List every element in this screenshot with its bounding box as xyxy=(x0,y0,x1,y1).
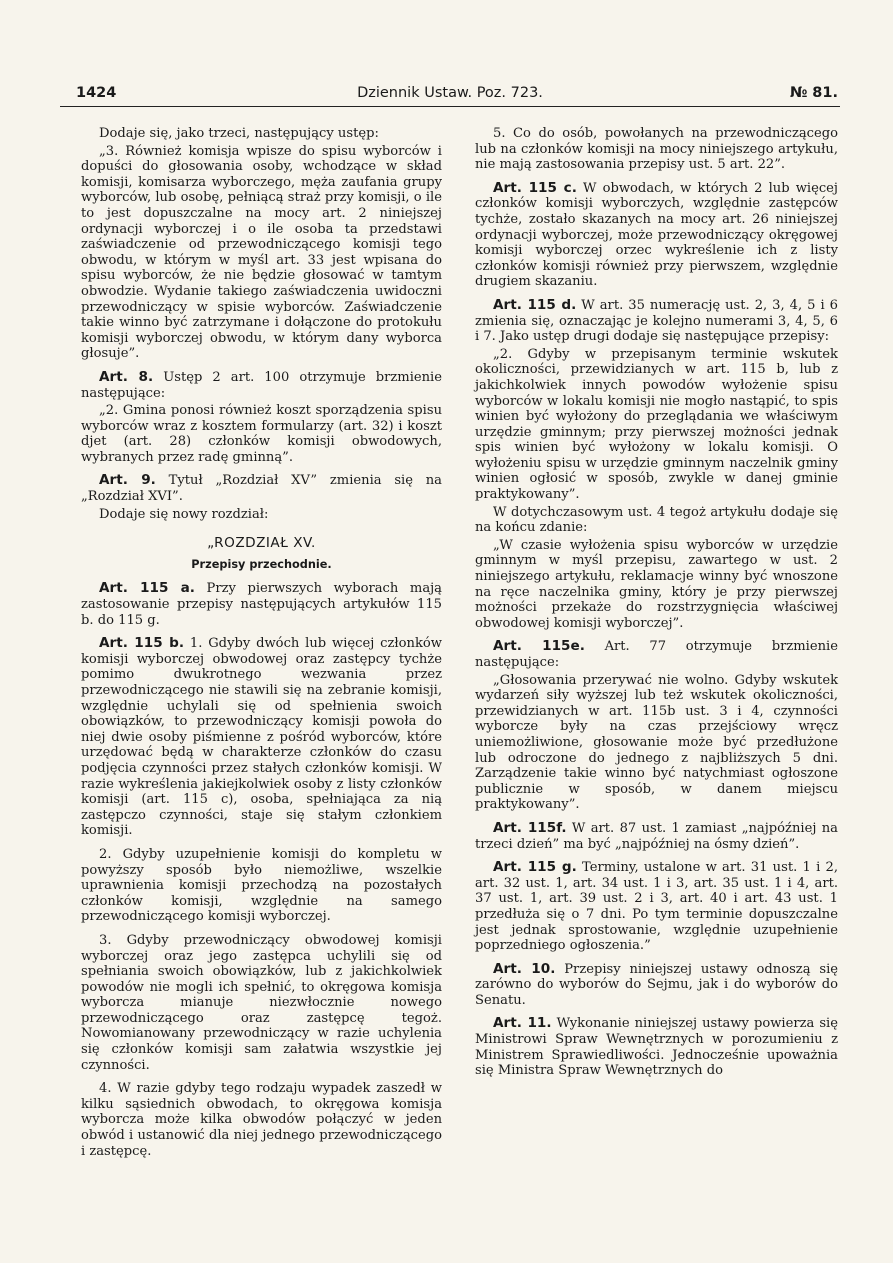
page-number: 1424 xyxy=(76,85,117,101)
article-text: Ustęp 2 art. 100 otrzymuje brzmienie następujące: xyxy=(81,369,442,401)
article-label: Art. 11. xyxy=(493,1015,552,1032)
article-text: Art. 77 otrzymuje brzmienie następujące: xyxy=(475,639,838,670)
article-text: Przy pierwszych wyborach mają zastosowanie przepisy następujących artykułów 115 b. do 115 g. xyxy=(81,581,442,628)
paragraph: 5. Co do osób, powołanych na przewodniczącego lub na członków komisji na mocy niniejszego artykułu, nie mają zastosowania przepisy ust. 5 art. 22”. xyxy=(475,126,838,173)
article-label: Art. 115 b. xyxy=(99,635,185,652)
article-label: Art. 115e. xyxy=(493,638,585,655)
paragraph: Dodaje się, jako trzeci, następujący ustęp: xyxy=(99,126,379,141)
paragraph: 2. Gdyby uzupełnienie komisji do kompletu w powyższy sposób było niemożliwe, wszelkie uprawnienia komisji przechodzą na pozostałych członków komisji, względnie na samego przewodniczącego komisji wyborczej. xyxy=(81,846,442,925)
article-9 xyxy=(81,473,442,504)
quoted-paragraph: „Głosowania przerywać nie wolno. Gdyby wskutek wydarzeń siły wyższej lub też wskutek okoliczności, przewidzianych w art. 115b ust. 3 i 4, czynności wyborcze były na czas przejściowy wręcz uniemożliwione, głosowanie może być przedłużone lub odroczone do jednego z najbliższych 5 dni. Zarządzenie takie winno być natychmiast ogłoszone publicznie w sposób, w danem miejscu praktykowany”. xyxy=(475,672,838,813)
article-label: Art. 115 d. xyxy=(493,296,577,313)
article-115a xyxy=(81,581,442,628)
article-label: Art. 10. xyxy=(493,960,556,977)
article-text: Terminy, ustalone w art. 31 ust. 1 i 2, art. 32 ust. 1, art. 34 ust. 1 i 3, art. 35 ust. 1 i 4, art. 37 ust. 1, art. 39 ust. 2 i 3, art. 40 i art. 43 ust. 1 przedłuża się o 7 dni. Po tym terminie dopuszczalne jest jednak sprostowanie, względnie uzupełnienie poprzedniego ogłoszenia.” xyxy=(475,860,839,954)
article-8 xyxy=(81,370,442,401)
article-10 xyxy=(475,962,838,1009)
journal-title: Dziennik Ustaw. Poz. 723. xyxy=(357,85,543,101)
article-115g xyxy=(475,860,838,954)
article-label: Art. 115 a. xyxy=(99,580,195,597)
article-label: Art. 115 g. xyxy=(493,859,577,876)
issue-number: № 81. xyxy=(789,85,838,101)
article-text: Wykonanie niniejszej ustawy powierza się Ministrowi Spraw Wewnętrznych w porozumieniu z Ministrem Sprawiedliwości. Jednocześnie upoważnia się Ministra Spraw Wewnętrznych do xyxy=(475,1016,838,1079)
article-115c xyxy=(475,181,838,290)
article-label: Art. 115f. xyxy=(493,819,567,836)
quoted-paragraph: „W czasie wyłożenia spisu wyborców w urzędzie gminnym w myśl przepisu, zawartego w ust. 2 niniejszego artykułu, reklamacje winny być wnoszone na ręce naczelnika gminy, który je przy pierwszej możności przekaże do rozstrzygnięcia właściwej obwodowej komisji wyborczej”. xyxy=(475,537,838,631)
article-label: Art. 9. xyxy=(99,472,156,489)
article-115d xyxy=(475,298,838,345)
paragraph: 4. W razie gdyby tego rodzaju wypadek zaszedł w kilku sąsiednich obwodach, to okręgowa komisja wyborcza może kilka obwodów połączyć w jeden obwód i ustanowić dla niej jednego przewodniczącego i zastępcę. xyxy=(81,1081,442,1159)
quoted-paragraph: „2. Gmina ponosi również koszt sporządzenia spisu wyborców wraz z kosztem formularzy (art. 32) i koszt djet (art. 28) członków komisji obwodowych, wybranych przez radę gminną”. xyxy=(81,403,442,465)
article-text: W obwodach, w których 2 lub więcej członków komisji wyborczych, względnie zastępców tychże, zostało skazanych na mocy art. 26 niniejszej ordynacji wyborczej, może przewodniczący okręgowej komisji wyborczej orzec wykreślenie ich z listy członków komisji również przy pierwszem, względnie drugiem skazaniu. xyxy=(475,180,838,290)
article-text: Tytuł „Rozdział XV” zmienia się na „Rozdział XVI”. xyxy=(81,473,442,505)
article-label: Art. 115 c. xyxy=(493,179,577,196)
article-text: Przepisy niniejszej ustawy odnoszą się zarówno do wyborów do Sejmu, jak i do wyborów do Senatu. xyxy=(475,961,839,1008)
left-column xyxy=(81,126,442,1167)
quoted-paragraph: „3. Również komisja wpisze do spisu wyborców i dopuści do głosowania osoby, wchodzące w skład komisji, komisarza wyborczego, męża zaufania grupy wyborców, lub osobę, pełniącą straż przy komisji, o ile to jest dopuszczalne na mocy art. 2 niniejszej ordynacji wyborczej i o ile osoba ta przedstawi zaświadczenie od przewodniczącego komisji tego obwodu, w którym w myśl art. 33 jest wpisana do spisu wyborców, że nie będzie głosować w tamtym obwodzie. Wydanie takiego zaświadczenia uwidoczni przewodniczący w spisie wyborców. Zaświadczenie takie winno być zatrzymane i dołączone do protokułu komisji wyborczej obwodu, w którym dany wyborca głosuje”. xyxy=(81,143,442,362)
right-column xyxy=(475,126,838,1087)
page-header xyxy=(60,84,840,107)
chapter-title: „ROZDZIAŁ XV. xyxy=(207,535,316,552)
chapter-subtitle: Przepisy przechodnie. xyxy=(191,557,332,571)
article-text: W art. 35 numerację ust. 2, 3, 4, 5 i 6 zmienia się, oznaczając je kolejno numerami 3, 4, 5, 6 i 7. Jako ustęp drugi dodaje się następujące przepisy: xyxy=(475,297,838,345)
article-label: Art. 8. xyxy=(99,368,154,385)
article-115f xyxy=(475,821,838,852)
paragraph: Dodaje się nowy rozdział: xyxy=(99,506,269,522)
article-115e xyxy=(475,639,838,670)
article-11 xyxy=(475,1016,838,1078)
article-text: 1. Gdyby dwóch lub więcej członków komisji wyborczej obwodowej oraz zastępcy tychże pomimo dwukrotnego wezwania przez przewodniczącego nie stawili się na zebranie komisji, względnie uchylali się od spełnienia swoich obowiązków, to przewodniczący komisji powoła do niej dwie osoby piśmienne z pośród wyborców, które urzędować będą w charakterze członków do czasu podjęcia czynności przez stałych członków komisji. W razie wykreślenia jakiejkolwiek osoby z listy członków komisji (art. 115 c), osoba, spełniająca za nią zastępczo czynności, staje się stałym członkiem komisji. xyxy=(81,636,442,839)
paragraph: 3. Gdyby przewodniczący obwodowej komisji wyborczej oraz jego zastępca uchylili się od spełniania swoich obowiązków, lub z jakichkolwiek powodów nie mogli ich spełnić, to okręgowa komisja wyborcza mianuje niezwłocznie nowego przewodniczącego oraz zastępcę tegoż. Nowomianowany przewodniczący w razie uchylenia się członków komisji sam załatwia wszystkie jej czynności. xyxy=(81,932,442,1073)
article-115b xyxy=(81,636,442,839)
article-text: W art. 87 ust. 1 zamiast „najpóźniej na trzeci dzień” ma być „najpóźniej na ósmy dzień”. xyxy=(475,820,838,852)
paragraph: W dotychczasowym ust. 4 tegoż artykułu dodaje się na końcu zdanie: xyxy=(475,504,838,536)
quoted-paragraph: „2. Gdyby w przepisanym terminie wskutek okoliczności, przewidzianych w art. 115 b, lub z jakichkolwiek innych powodów wyłożenie spisu wyborców w lokalu komisji nie mogło nastąpić, to spis winien być wyłożony do przeglądania we właściwym urzędzie gminnym; przy pierwszej możności jednak spis winien być wyłożony w lokalu komisji. O wyłożeniu spisu w urzędzie gminnym naczelnik gminy winien ogłosić w sposób, zwykle w danej gminie praktykowany”. xyxy=(475,346,838,503)
